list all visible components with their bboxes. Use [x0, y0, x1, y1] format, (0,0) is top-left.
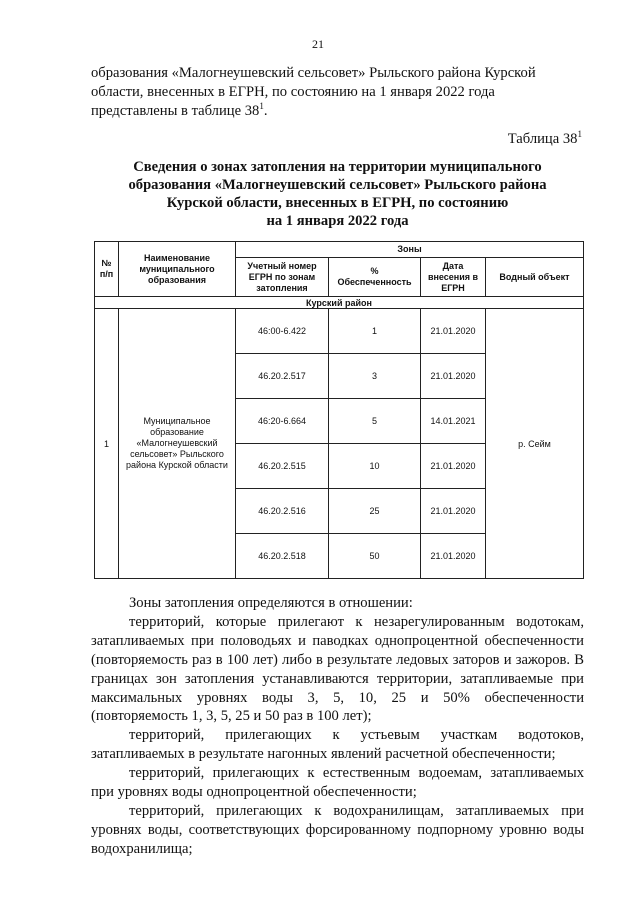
paragraph: территорий, прилегающих к водохранилищам, затапливаемых при уровнях воды, соответствующих форсированному подпорному уровню воды водохранилища; — [91, 802, 584, 857]
water-object: р. Сейм — [486, 309, 584, 579]
paragraph: территорий, которые прилегают к незарегулированным водотокам, затапливаемых при половодьях и паводках однопроцентной обеспеченности (повторяемость раз в 100 лет) либо в результате ледовых заторов и зажоров. В границах зон затопления устанавливаются территории, затапливаемые при максимальных уровнях воды 3, 5, 10, 25 и 50% обеспеченности (повторяемость 1, 3, 5, 25 и 50 раз в 100 лет); — [91, 613, 584, 725]
percent-cell: 5 — [329, 399, 421, 444]
egrn-cell: 46.20.2.516 — [236, 489, 329, 534]
date-cell: 14.01.2021 — [421, 399, 486, 444]
title-line: Курской области, внесенных в ЕГРН, по состоянию — [166, 195, 509, 211]
header-num: № п/п — [95, 242, 119, 297]
egrn-cell: 46.20.2.518 — [236, 534, 329, 579]
body-text — [91, 594, 584, 859]
title-line: образования «Малогнеушевский сельсовет» Рыльского района — [128, 177, 547, 193]
percent-cell: 25 — [329, 489, 421, 534]
header-egrn: Учетный номер ЕГРН по зонам затопления — [236, 258, 329, 297]
egrn-cell: 46.20.2.515 — [236, 444, 329, 489]
intro-line: образования «Малогнеушевский сельсовет» Рыльского района Курской — [91, 65, 536, 81]
egrn-cell: 46:20-6.664 — [236, 399, 329, 444]
date-cell: 21.01.2020 — [421, 354, 486, 399]
municipality-name: Муниципальное образование «Малогнеушевский сельсовет» Рыльского района Курской области — [119, 309, 236, 579]
paragraph: территорий, прилегающих к естественным водоемам, затапливаемых при уровнях воды однопроцентной обеспеченности; — [91, 765, 584, 801]
intro-line: области, внесенных в ЕГРН, по состоянию на 1 января 2022 года — [91, 84, 495, 100]
header-name: Наименование муниципального образования — [119, 242, 236, 297]
percent-cell: 10 — [329, 444, 421, 489]
percent-cell: 1 — [329, 309, 421, 354]
intro-tail: . — [263, 103, 268, 119]
flood-zones-table — [94, 241, 584, 579]
intro-line — [91, 102, 584, 121]
footnote-mark: 1 — [259, 101, 264, 112]
intro-text: представлены в таблице 38 — [91, 103, 260, 119]
table-label — [508, 131, 582, 148]
date-cell: 21.01.2020 — [421, 489, 486, 534]
paragraph: территорий, прилегающих к устьевым участкам водотоков, затапливаемых в результате нагонных явлений расчетной обеспеченности; — [91, 727, 584, 763]
table-label-text: Таблица 38 — [507, 131, 578, 147]
region-row — [95, 297, 584, 309]
date-cell: 21.01.2020 — [421, 534, 486, 579]
region-name: Курский район — [95, 297, 584, 309]
intro-paragraph — [91, 64, 584, 121]
header-zones: Зоны — [236, 242, 584, 258]
date-cell: 21.01.2020 — [421, 309, 486, 354]
paragraph: Зоны затопления определяются в отношении: — [129, 595, 413, 611]
table-row — [95, 309, 584, 354]
header-percent: % Обеспеченность — [329, 258, 421, 297]
table-title — [91, 158, 584, 230]
header-row — [95, 242, 584, 258]
percent-cell: 3 — [329, 354, 421, 399]
title-line: Сведения о зонах затопления на территории муниципального — [133, 159, 542, 175]
header-water: Водный объект — [486, 258, 584, 297]
row-number: 1 — [95, 309, 119, 579]
percent-cell: 50 — [329, 534, 421, 579]
egrn-cell: 46.20.2.517 — [236, 354, 329, 399]
date-cell: 21.01.2020 — [421, 444, 486, 489]
page-number: 21 — [312, 37, 324, 51]
egrn-cell: 46:00-6.422 — [236, 309, 329, 354]
header-date: Дата внесения в ЕГРН — [421, 258, 486, 297]
footnote-mark: 1 — [577, 129, 582, 140]
title-line: на 1 января 2022 года — [266, 213, 409, 229]
